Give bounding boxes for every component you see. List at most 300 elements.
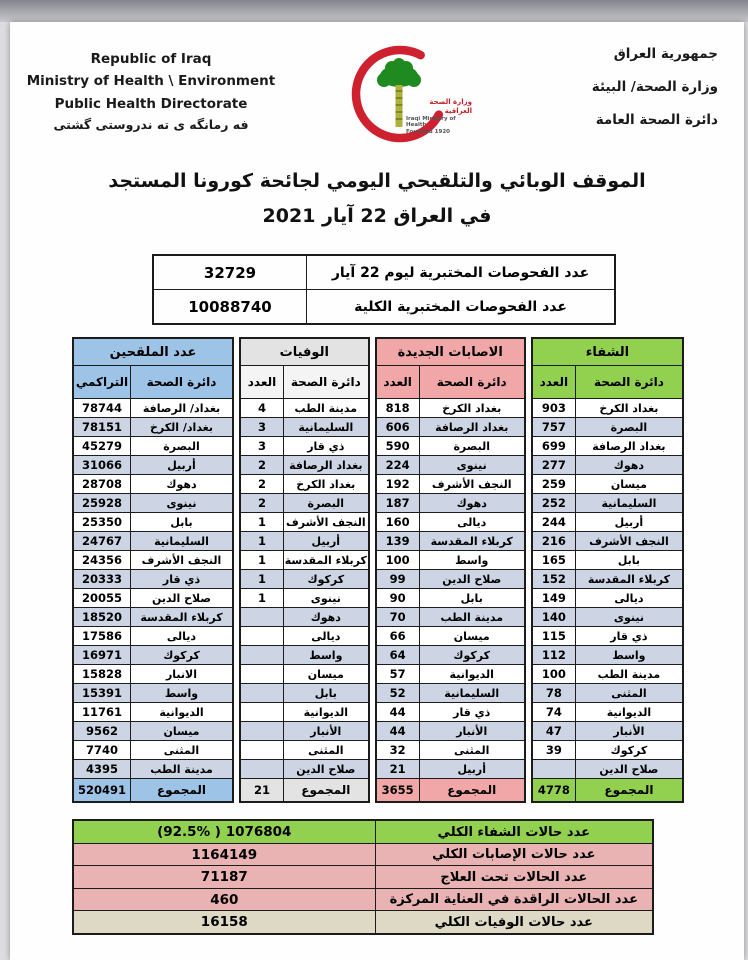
table-row — [74, 721, 232, 740]
table-row — [533, 569, 682, 588]
arabic-line-3: دائرة الصحة العامة — [595, 112, 718, 128]
table-row — [74, 588, 232, 607]
table-row — [533, 417, 682, 436]
table-row — [241, 493, 368, 512]
tests-daily-value: 32729 — [154, 256, 307, 289]
summary-label: عدد الحالات الراقدة في العناية المركزة — [376, 889, 652, 911]
new-cases-table-title: الاصابات الجديدة — [377, 339, 524, 365]
row-province: نينوى — [613, 610, 644, 624]
row-value: 3 — [241, 418, 284, 436]
row-province: السليمانية — [154, 534, 209, 548]
row-province: النجف الأشرف — [141, 553, 222, 567]
row-value: 24767 — [74, 532, 131, 550]
row-value: 24356 — [74, 551, 131, 569]
table-row — [241, 740, 368, 759]
table-row — [533, 474, 682, 493]
summary-value: 16158 — [74, 911, 376, 933]
row-value: 47 — [533, 722, 576, 740]
table-row — [74, 474, 232, 493]
total-value: 21 — [241, 779, 284, 801]
total-value: 4778 — [533, 779, 576, 801]
row-province: مدينة الطب — [150, 762, 213, 776]
tests-daily-row — [154, 256, 614, 289]
table-row — [241, 721, 368, 740]
vaccinated-table-columns — [74, 365, 232, 398]
logo-arabic-name: وزارة الصحة العراقية — [429, 98, 472, 115]
row-province: السليمانية — [298, 420, 354, 434]
row-value: 7740 — [74, 741, 131, 759]
logo-founded: Founded 1920 — [406, 129, 450, 136]
row-value: 2 — [241, 494, 284, 512]
column-header-cumulative: التراكمي — [74, 366, 131, 398]
row-value: 44 — [377, 703, 420, 721]
row-province: ديالى — [166, 629, 197, 643]
tests-total-value: 10088740 — [154, 290, 307, 323]
row-province: الديوانية — [449, 667, 494, 681]
deaths-table-columns — [241, 365, 368, 398]
summary-label: عدد حالات الوفيات الكلي — [376, 911, 652, 933]
table-row — [377, 455, 524, 474]
row-province: أربيل — [614, 515, 644, 529]
row-value — [241, 703, 284, 721]
table-row — [241, 664, 368, 683]
table-row — [533, 531, 682, 550]
vaccinated-table-title: عدد الملقحين — [74, 339, 232, 365]
table-row — [533, 645, 682, 664]
recovery-table — [531, 337, 684, 803]
row-value: 78151 — [74, 418, 131, 436]
row-value: 20055 — [74, 589, 131, 607]
table-row — [377, 645, 524, 664]
row-province: الديوانية — [159, 705, 204, 719]
table-row — [74, 417, 232, 436]
row-province: بغداد الرصافة — [435, 420, 509, 434]
total-value: 520491 — [74, 779, 131, 801]
row-province: البصرة — [163, 439, 200, 453]
table-row — [377, 398, 524, 417]
table-row — [241, 588, 368, 607]
row-province: ذي قار — [453, 705, 491, 719]
row-province: ذي قار — [610, 629, 648, 643]
row-value: 57 — [377, 665, 420, 683]
recovery-table-columns — [533, 365, 682, 398]
row-province: النجف الأشرف — [589, 534, 669, 548]
total-label: المجموع — [156, 783, 207, 798]
table-row — [74, 550, 232, 569]
table-row — [74, 626, 232, 645]
document-page — [10, 22, 744, 960]
table-row — [377, 683, 524, 702]
row-value: 139 — [377, 532, 420, 550]
row-value: 1 — [241, 589, 284, 607]
vaccinated-table-body — [74, 398, 232, 778]
table-row — [377, 474, 524, 493]
scan-top-band — [0, 0, 748, 22]
row-province: بغداد الكرخ — [599, 401, 659, 415]
row-province: البصرة — [610, 420, 648, 434]
english-line-3: Public Health Directorate — [54, 95, 248, 112]
row-province: النجف الأشرف — [285, 515, 366, 529]
row-value: 112 — [533, 646, 576, 664]
table-row — [533, 721, 682, 740]
row-value: 25350 — [74, 513, 131, 531]
row-province: نينوى — [166, 496, 197, 510]
total-label: المجموع — [604, 783, 654, 798]
table-row — [241, 512, 368, 531]
new-cases-table-columns — [377, 365, 524, 398]
row-value: 192 — [377, 475, 420, 493]
table-row — [241, 436, 368, 455]
row-value: 3 — [241, 437, 284, 455]
row-province: ميسان — [163, 724, 200, 738]
row-value: 16971 — [74, 646, 131, 664]
summary-value: 1076804 ( 92.5%) — [74, 821, 376, 843]
report-header — [10, 22, 744, 150]
row-province: بابل — [170, 515, 193, 529]
row-value — [241, 665, 284, 683]
column-header-directorate: دائرة الصحة — [436, 375, 507, 390]
row-value: 4 — [241, 399, 284, 417]
table-row — [533, 493, 682, 512]
table-row — [377, 721, 524, 740]
row-value — [533, 760, 576, 778]
tests-daily-label: عدد الفحوصات المختبرية ليوم 22 آيار — [331, 264, 590, 281]
table-row — [74, 436, 232, 455]
row-value: 259 — [533, 475, 576, 493]
report-title-line1: الموقف الوبائي والتلقيحي اليومي لجائحة كورونا المستجد — [108, 170, 646, 192]
english-line-2: Ministry of Health \ Environment — [26, 73, 276, 90]
row-value: 140 — [533, 608, 576, 626]
row-province: واسط — [164, 686, 199, 700]
table-row — [377, 436, 524, 455]
row-province: مدينة الطب — [294, 401, 358, 415]
table-row — [377, 569, 524, 588]
table-row — [533, 683, 682, 702]
row-province: كربلاء المقدسة — [140, 610, 223, 624]
row-province: الانبار — [165, 667, 198, 681]
row-province: كركوك — [453, 648, 491, 662]
table-row — [533, 702, 682, 721]
report-title-line2: في العراق 22 آيار 2021 — [262, 205, 492, 228]
table-row — [533, 455, 682, 474]
row-province: ديالى — [457, 515, 487, 529]
row-province: بغداد الكرخ — [296, 477, 356, 491]
row-province: الديوانية — [606, 705, 652, 719]
table-row — [533, 607, 682, 626]
english-header-block — [26, 48, 276, 135]
row-province: صلاح الدين — [296, 762, 356, 776]
row-value: 165 — [533, 551, 576, 569]
row-value: 11761 — [74, 703, 131, 721]
table-row — [533, 436, 682, 455]
new-cases-table-total — [377, 778, 524, 801]
table-row — [241, 398, 368, 417]
row-value: 149 — [533, 589, 576, 607]
province-tables — [72, 337, 684, 803]
table-row — [74, 455, 232, 474]
table-row — [74, 664, 232, 683]
row-province: دهوك — [166, 477, 197, 491]
row-province: بابل — [460, 591, 483, 605]
row-value: 15828 — [74, 665, 131, 683]
row-value: 1 — [241, 570, 284, 588]
table-row — [377, 550, 524, 569]
table-row — [74, 607, 232, 626]
table-row — [377, 588, 524, 607]
table-row — [377, 702, 524, 721]
summary-value: 460 — [74, 889, 376, 911]
row-province: كركوك — [163, 648, 200, 662]
row-value: 64 — [377, 646, 420, 664]
row-value: 152 — [533, 570, 576, 588]
row-value: 1 — [241, 532, 284, 550]
row-value: 244 — [533, 513, 576, 531]
row-value — [241, 722, 284, 740]
table-row — [377, 740, 524, 759]
row-province: مدينة الطب — [597, 667, 661, 681]
arabic-line-2: وزارة الصحة/ البيئة — [591, 79, 718, 95]
column-header-count: العدد — [533, 366, 576, 398]
row-province: بغداد الرصافة — [289, 458, 363, 472]
table-row — [241, 417, 368, 436]
row-province: دهوك — [456, 496, 487, 510]
row-province: واسط — [455, 553, 489, 567]
row-value: 70 — [377, 608, 420, 626]
arabic-header-block — [538, 46, 718, 145]
table-row — [533, 626, 682, 645]
row-province: ديالى — [311, 629, 341, 643]
table-row — [241, 683, 368, 702]
row-value: 115 — [533, 627, 576, 645]
row-value: 31066 — [74, 456, 131, 474]
row-province: المثنى — [611, 686, 647, 700]
deaths-table-title: الوفيات — [241, 339, 368, 365]
vaccinated-table-total — [74, 778, 232, 801]
summary-label: عدد حالات الإصابات الكلي — [376, 844, 652, 866]
row-value: 2 — [241, 456, 284, 474]
row-value: 39 — [533, 741, 576, 759]
row-value: 18520 — [74, 608, 131, 626]
table-row — [377, 626, 524, 645]
table-row — [533, 398, 682, 417]
table-row — [74, 512, 232, 531]
table-row — [533, 588, 682, 607]
tests-total-label: عدد الفحوصات المختبرية الكلية — [354, 298, 567, 315]
column-header-directorate: دائرة الصحة — [290, 375, 361, 390]
row-province: السليمانية — [601, 496, 657, 510]
row-province: كركوك — [307, 572, 345, 586]
row-province: مدينة الطب — [440, 610, 503, 624]
row-province: كركوك — [610, 743, 648, 757]
summary-row — [74, 910, 652, 933]
table-row — [533, 759, 682, 778]
row-province: واسط — [309, 648, 343, 662]
row-province: البصرة — [307, 496, 345, 510]
row-value: 90 — [377, 589, 420, 607]
row-province: بغداد الرصافة — [592, 439, 666, 453]
row-province: أربيل — [457, 762, 486, 776]
row-value: 757 — [533, 418, 576, 436]
row-value: 99 — [377, 570, 420, 588]
column-header-count: العدد — [377, 366, 420, 398]
row-value: 590 — [377, 437, 420, 455]
tests-total-row — [154, 289, 614, 323]
total-label: المجموع — [301, 783, 351, 798]
table-row — [377, 759, 524, 778]
summary-value: 71187 — [74, 866, 376, 888]
row-value — [241, 608, 284, 626]
row-value: 160 — [377, 513, 420, 531]
row-province: أربيل — [311, 534, 341, 548]
row-value: 9562 — [74, 722, 131, 740]
row-value: 20333 — [74, 570, 131, 588]
row-province: النجف الأشرف — [431, 477, 512, 491]
table-row — [74, 702, 232, 721]
row-province: الديوانية — [303, 705, 348, 719]
table-row — [377, 493, 524, 512]
row-province: ميسان — [453, 629, 490, 643]
row-value: 2 — [241, 475, 284, 493]
vaccinated-table — [72, 337, 234, 803]
row-value: 74 — [533, 703, 576, 721]
row-value: 699 — [533, 437, 576, 455]
row-province: صلاح الدين — [442, 572, 502, 586]
row-value: 252 — [533, 494, 576, 512]
row-province: كربلاء المقدسة — [284, 553, 367, 567]
table-row — [74, 759, 232, 778]
row-value: 903 — [533, 399, 576, 417]
report-title — [10, 164, 744, 234]
row-value: 52 — [377, 684, 420, 702]
row-province: ذي قار — [307, 439, 345, 453]
row-value — [241, 684, 284, 702]
row-value: 78744 — [74, 399, 131, 417]
table-row — [241, 474, 368, 493]
row-province: ديالى — [614, 591, 644, 605]
row-value: 224 — [377, 456, 420, 474]
table-row — [241, 626, 368, 645]
table-row — [74, 531, 232, 550]
row-province: واسط — [612, 648, 646, 662]
table-row — [377, 607, 524, 626]
row-value: 15391 — [74, 684, 131, 702]
row-value: 45279 — [74, 437, 131, 455]
row-province: كربلاء المقدسة — [430, 534, 513, 548]
row-value — [241, 741, 284, 759]
table-row — [377, 417, 524, 436]
table-row — [533, 512, 682, 531]
table-row — [241, 759, 368, 778]
row-province: المثنى — [454, 743, 490, 757]
summary-row — [74, 865, 652, 888]
deaths-table-body — [241, 398, 368, 778]
total-label: المجموع — [447, 783, 497, 798]
ministry-logo — [342, 38, 472, 150]
summary-table — [72, 819, 654, 935]
table-row — [241, 531, 368, 550]
recovery-table-body — [533, 398, 682, 778]
table-row — [533, 664, 682, 683]
row-value: 277 — [533, 456, 576, 474]
summary-label: عدد حالات الشفاء الكلي — [376, 821, 652, 843]
kurdish-line: فه رمانگه ی ته ندروستی گشتی — [53, 116, 249, 132]
row-province: صلاح الدين — [151, 591, 212, 605]
total-value: 3655 — [377, 779, 420, 801]
summary-row — [74, 843, 652, 866]
row-value: 66 — [377, 627, 420, 645]
row-value: 216 — [533, 532, 576, 550]
logo-text-block — [406, 98, 472, 136]
row-province: الأنبار — [613, 724, 645, 738]
row-province: البصرة — [453, 439, 491, 453]
deaths-table — [239, 337, 370, 803]
row-province: بابل — [617, 553, 641, 567]
table-row — [74, 569, 232, 588]
row-province: الأنبار — [456, 724, 488, 738]
row-value: 100 — [533, 665, 576, 683]
table-row — [74, 493, 232, 512]
row-value: 78 — [533, 684, 576, 702]
row-province: السليمانية — [444, 686, 500, 700]
row-province: بغداد الكرخ — [442, 401, 502, 415]
row-province: صلاح الدين — [599, 762, 659, 776]
row-value: 17586 — [74, 627, 131, 645]
table-row — [377, 531, 524, 550]
row-value — [241, 627, 284, 645]
column-header-directorate: دائرة الصحة — [593, 375, 664, 390]
column-header-directorate: دائرة الصحة — [146, 375, 217, 390]
table-row — [74, 740, 232, 759]
summary-row — [74, 821, 652, 843]
new-cases-table — [375, 337, 526, 803]
row-province: ذي قار — [162, 572, 201, 586]
logo-english-name: Iraqi Ministry of Health — [406, 115, 456, 129]
row-value: 1 — [241, 513, 284, 531]
row-value: 32 — [377, 741, 420, 759]
summary-label: عدد الحالات تحت العلاج — [376, 866, 652, 888]
tests-table — [152, 254, 616, 325]
table-row — [377, 664, 524, 683]
deaths-table-total — [241, 778, 368, 801]
table-row — [241, 702, 368, 721]
row-value: 4395 — [74, 760, 131, 778]
row-province: المثنى — [163, 743, 200, 757]
table-row — [533, 550, 682, 569]
table-row — [241, 550, 368, 569]
row-value: 21 — [377, 760, 420, 778]
row-province: أربيل — [167, 458, 196, 472]
row-province: كربلاء المقدسة — [587, 572, 671, 586]
table-row — [377, 512, 524, 531]
row-value: 1 — [241, 551, 284, 569]
row-value: 606 — [377, 418, 420, 436]
row-value: 28708 — [74, 475, 131, 493]
row-province: دهوك — [613, 458, 645, 472]
row-province: بغداد/ الرصافة — [142, 401, 221, 415]
column-header-count: العدد — [241, 366, 284, 398]
row-province: المثنى — [308, 743, 344, 757]
row-province: ميسان — [307, 667, 344, 681]
recovery-table-total — [533, 778, 682, 801]
row-value — [241, 760, 284, 778]
row-value: 100 — [377, 551, 420, 569]
table-row — [533, 740, 682, 759]
summary-row — [74, 888, 652, 911]
row-value: 187 — [377, 494, 420, 512]
english-line-1: Republic of Iraq — [90, 51, 212, 67]
table-row — [74, 645, 232, 664]
arabic-line-1: جمهورية العراق — [613, 46, 718, 62]
